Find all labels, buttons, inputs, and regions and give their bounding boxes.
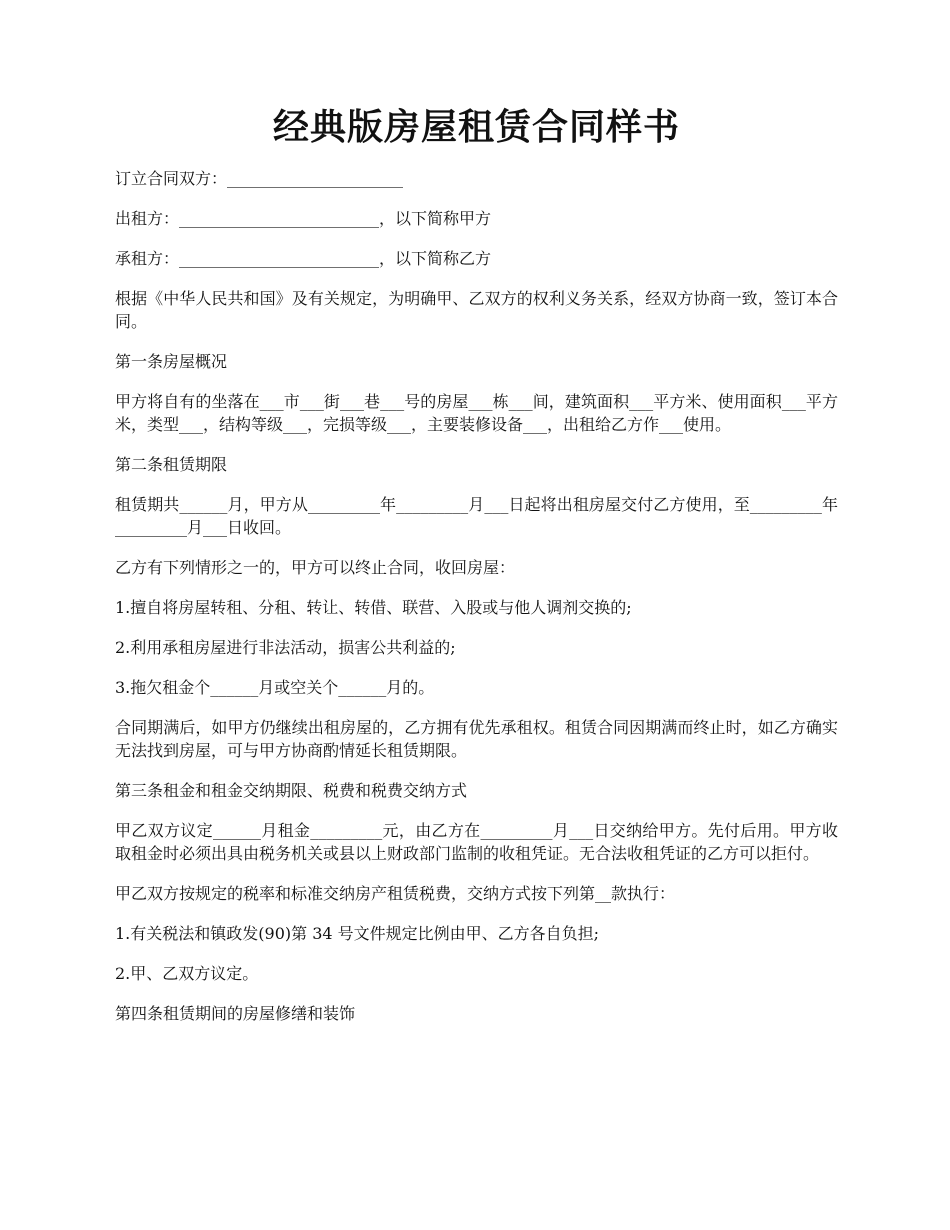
tax-item-2: 2.甲、乙双方议定。	[115, 964, 259, 984]
termination-item-1: 1.擅自将房屋转租、分租、转让、转借、联营、入股或与他人调剂交换的;	[115, 598, 632, 618]
document-title: 经典版房屋租赁合同样书	[272, 106, 680, 148]
preamble-paragraph: 根据《中华人民共和国》及有关规定，为明确甲、乙双方的权利义务关系，经双方协商一致，签订本合同。	[115, 289, 838, 332]
article-3-heading: 第三条租金和租金交纳期限、税费和税费交纳方式	[115, 781, 468, 801]
tax-item-1: 1.有关税法和镇政发(90)第 34 号文件规定比例由甲、乙方各自负担;	[115, 924, 600, 944]
article-4-heading: 第四条租赁期间的房屋修缮和装饰	[115, 1004, 356, 1024]
article-1-body: 甲方将自有的坐落在___市___街___巷___号的房屋___栋___间，建筑面积___平方米、使用面积___平方米，类型___，结构等级___，完损等级___，主要装修设备___，出租给乙方作___使用。	[115, 392, 838, 435]
termination-item-2: 2.利用承租房屋进行非法活动，损害公共利益的;	[115, 638, 456, 658]
article-1-heading: 第一条房屋概况	[115, 352, 228, 372]
contract-parties-line: 订立合同双方：______________________	[115, 169, 404, 189]
rent-payment-paragraph: 甲乙双方议定______月租金_________元，由乙方在_________月___日交纳给甲方。先付后用。甲方收取租金时必须出具由税务机关或县以上财政部门监制的收租凭证。无合法收租凭证的乙方可以拒付。	[115, 821, 838, 864]
article-2-heading: 第二条租赁期限	[115, 455, 228, 475]
termination-intro: 乙方有下列情形之一的，甲方可以终止合同，收回房屋：	[115, 558, 516, 578]
termination-item-3: 3.拖欠租金个______月或空关个______月的。	[115, 678, 435, 698]
lessor-line: 出租方：_________________________，以下简称甲方	[115, 209, 492, 229]
renewal-paragraph: 合同期满后，如甲方仍继续出租房屋的，乙方拥有优先承租权。租赁合同因期满而终止时，如乙方确实无法找到房屋，可与甲方协商酌情延长租赁期限。	[115, 718, 838, 761]
tax-paragraph: 甲乙双方按规定的税率和标准交纳房产租赁税费，交纳方式按下列第__款执行：	[115, 884, 676, 904]
lessee-line: 承租方：_________________________，以下简称乙方	[115, 249, 492, 269]
lease-term-paragraph: 租赁期共______月，甲方从_________年_________月___日起将出租房屋交付乙方使用，至_________年_________月___日收回。	[115, 495, 838, 538]
